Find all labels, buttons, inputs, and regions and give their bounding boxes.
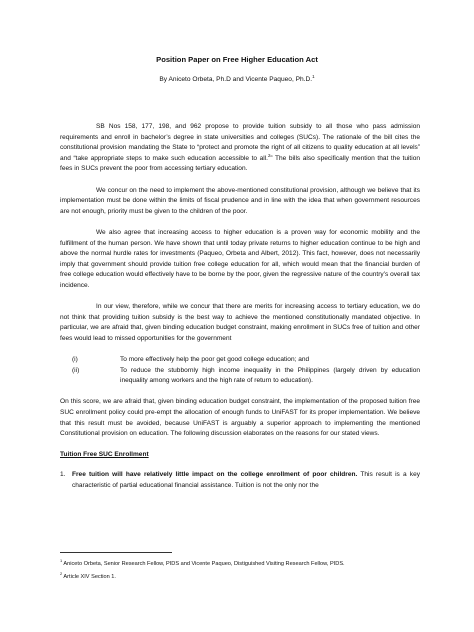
list-item bbox=[60, 366, 420, 387]
paragraph-text: SB Nos 158, 177, 198, and 962 propose to provide tuition subsidy to all those who pass admission requirements and enroll in bachelor’s degree in state universities and colleges (SUCs). The rationale of the bill cites the constitutional provision mandating the State to “protect and promote the right of all citizens to quality education at all levels” and “take appropriate steps to make such education accessible to all. bbox=[60, 123, 420, 162]
authors-footnote-mark: 1 bbox=[312, 74, 315, 79]
list-item-text: To reduce the stubbornly high income inequality in the Philippines (largely driven by education inequality among workers and the high rate of return to education). bbox=[120, 366, 420, 385]
numbered-item-rest: This result is a key characteristic of partial educational financial assistance. Tuition is not the only nor the bbox=[72, 471, 420, 489]
footnote bbox=[60, 556, 440, 569]
paragraph-view: In our view, therefore, while we concur that there are merits for increasing access to tertiary education, we do not think that providing tuition subsidy is the best way to achieve the mentioned constitutionally mandated objective. In particular, we are afraid that, given binding education budget constraint, making enrollment in SUCs free of tuition and other fees would lead to missed opportunities for the government bbox=[60, 303, 420, 342]
list-item-text: To more effectively help the poor get good college education; and bbox=[120, 356, 310, 364]
paragraph-text: ” The bills also specifically mention that the tuition fees in SUCs prevent the poor from accessing tertiary education. bbox=[60, 154, 420, 173]
footnote-text: Aniceto Orbeta, Senior Research Fellow, PIDS and Vicente Paqueo, Distiguished Visiting Research Fellow, PIDS. bbox=[63, 560, 345, 567]
document-body bbox=[60, 122, 420, 491]
paragraph-concurrence: We concur on the need to implement the above-mentioned constitutional provision, although we believe that its implementation must be done within the limits of fiscal prudence and in line with the idea that when government resources are not enough, priority must be given to the children of the poor. bbox=[60, 186, 420, 215]
numbered-item-text bbox=[72, 470, 420, 491]
paragraph-unifast: On this score, we are afraid that, given binding education budget constraint, the implementation of the proposed tuition free SUC enrollment policy could pre-empt the allocation of enough funds to UniFAST for its proper implementation. We believe that this result must be avoided, because UniFAST is arguably a superior approach to implementing the mentioned Constitutional provision on education. The following discussion elaborates on the reasons for our stated views. bbox=[60, 398, 420, 438]
list-item-number: (ii) bbox=[72, 366, 80, 374]
list-item bbox=[60, 355, 420, 366]
section-heading: Tuition Free SUC Enrollment bbox=[60, 451, 149, 459]
numbered-item-bold-text: Free tuition will have relatively little impact on the college enrollment of poor children. bbox=[72, 471, 358, 478]
paragraph-bill-rationale bbox=[60, 122, 420, 175]
numbered-item-number: 1. bbox=[60, 471, 66, 478]
objectives-list bbox=[60, 355, 420, 387]
footnote-mark: 2 bbox=[60, 570, 63, 576]
document-title: Position Paper on Free Higher Education Act bbox=[156, 55, 318, 64]
footnote-reference: 2 bbox=[267, 152, 271, 158]
footnote-text: Article XIV Section 1. bbox=[63, 573, 116, 580]
document-authors bbox=[0, 74, 474, 83]
paragraph-access: We also agree that increasing access to higher education is a proven way for economic mobility and the fulfillment of the human person. We have shown that until today private returns to higher education continue to be high and above the normal hurdle rates for investments (Paqueo, Orbeta and Albert, 2012). This fact, however, does not necessarily imply that government should provide tuition free college education for all, which would mean that the financial burden of free college education would effectively have to be borne by the poor, given the regressive nature of the country’s overall tax incidence. bbox=[60, 228, 420, 289]
footnote-mark: 1 bbox=[60, 558, 63, 563]
authors-text: By Aniceto Orbeta, Ph.D and Vicente Paqueo, Ph.D. bbox=[159, 76, 313, 84]
footnotes bbox=[60, 556, 440, 582]
numbered-item bbox=[60, 470, 420, 491]
footnote bbox=[60, 569, 440, 582]
footnote-divider bbox=[60, 552, 172, 553]
list-item-number: (i) bbox=[72, 356, 78, 364]
